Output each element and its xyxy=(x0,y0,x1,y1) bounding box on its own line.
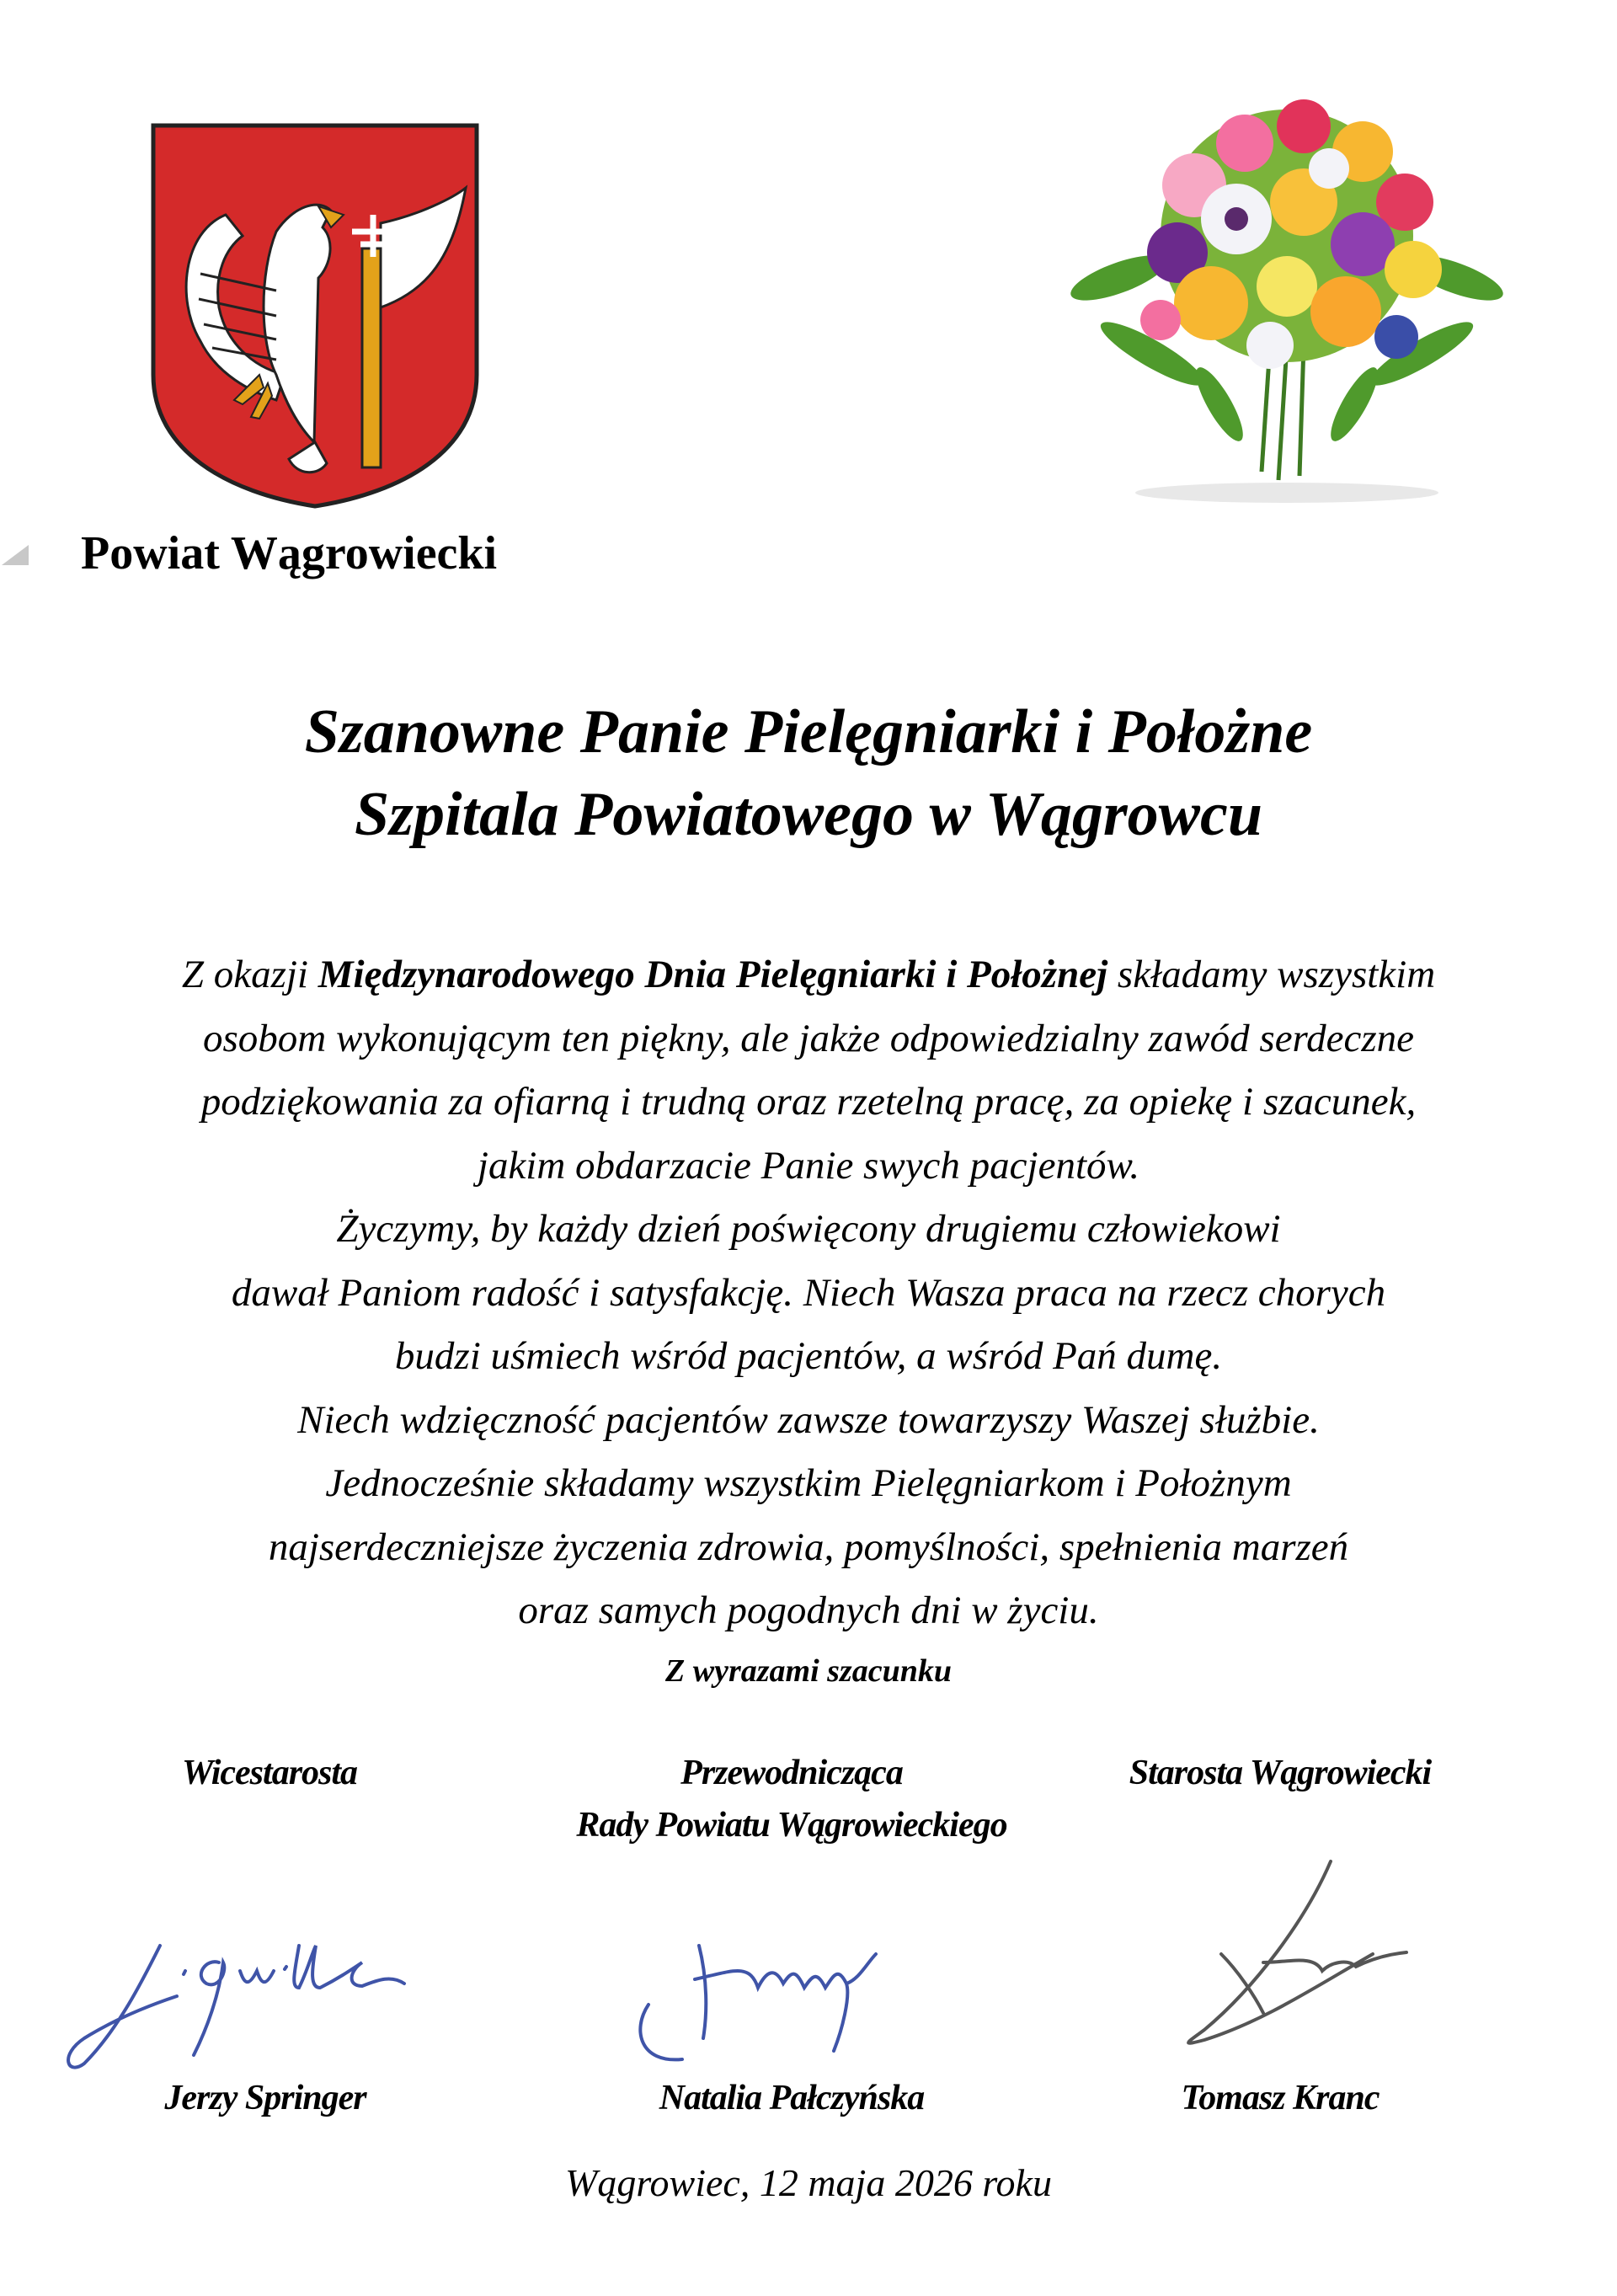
body-line-1-suffix: składamy wszystkim xyxy=(1107,953,1436,996)
coat-of-arms-icon xyxy=(150,122,480,510)
body-line-1-prefix: Z okazji xyxy=(181,953,318,996)
letter-date: Wągrowiec, 12 maja 2026 roku xyxy=(565,2161,1052,2204)
body-line-11: oraz samych pogodnych dni w życiu. xyxy=(518,1589,1099,1632)
body-line-3: podziękowania za ofiarną i trudną oraz rzetelną pracę, za opiekę i szacunek, xyxy=(200,1080,1417,1124)
body-line-9: Jednocześnie składamy wszystkim Pielęgniarkom i Położnym xyxy=(325,1461,1292,1505)
flower-bouquet-icon xyxy=(1051,67,1523,505)
body-line-7: budzi uśmiech wśród pacjentów, a wśród Pań dumę. xyxy=(394,1334,1223,1378)
body-line-4: jakim obdarzacie Panie swych pacjentów. xyxy=(477,1143,1140,1188)
corner-triangle-icon xyxy=(0,543,30,567)
signatory-name-natalia-palczynska: Natalia Pałczyńska xyxy=(659,2079,925,2117)
signatory-name-tomasz-kranc: Tomasz Kranc xyxy=(1181,2079,1380,2117)
body-line-1-bold: Międzynarodowego Dnia Pielęgniarki i Położnej xyxy=(318,953,1108,996)
organization-name: Powiat Wągrowiecki xyxy=(81,527,498,579)
body-line-6: dawał Paniom radość i satysfakcję. Niech Wasza praca na rzecz chorych xyxy=(231,1270,1386,1315)
letter-body xyxy=(0,943,1617,1643)
signatory-title-starost: Starosta Wągrowiecki xyxy=(1129,1754,1432,1792)
body-line-2: osobom wykonującym ten piękny, ale jakże odpowiedzialny zawód serdeczne xyxy=(203,1016,1414,1060)
body-line-1 xyxy=(0,943,1617,1007)
closing-phrase: Z wyrazami szacunku xyxy=(665,1653,952,1689)
title-line-1: Szanowne Panie Pielęgniarki i Położne xyxy=(304,697,1313,766)
signatory-title-council-chair xyxy=(472,1747,1112,1851)
title-line-2: Szpitala Powiatowego w Wągrowcu xyxy=(355,780,1262,849)
body-line-10: najserdeczniejsze życzenia zdrowia, pomyślności, spełnienia marzeń xyxy=(268,1524,1349,1569)
signature-tomasz-kranc xyxy=(1120,1853,1423,2064)
signature-natalia-palczynska xyxy=(615,1904,918,2072)
council-chair-title-line-1: Przewodnicząca xyxy=(680,1754,903,1792)
letter-title xyxy=(0,691,1617,856)
body-line-8: Niech wdzięczność pacjentów zawsze towarzyszy Waszej służbie. xyxy=(297,1397,1320,1442)
signatory-title-vice-starost: Wicestarosta xyxy=(181,1754,358,1792)
signature-jerzy-springer xyxy=(59,1912,446,2080)
signatory-name-jerzy-springer: Jerzy Springer xyxy=(164,2079,366,2117)
body-line-5: Życzymy, by każdy dzień poświęcony drugiemu człowiekowi xyxy=(336,1207,1281,1251)
council-chair-title-line-2: Rady Powiatu Wągrowieckiego xyxy=(576,1806,1007,1845)
